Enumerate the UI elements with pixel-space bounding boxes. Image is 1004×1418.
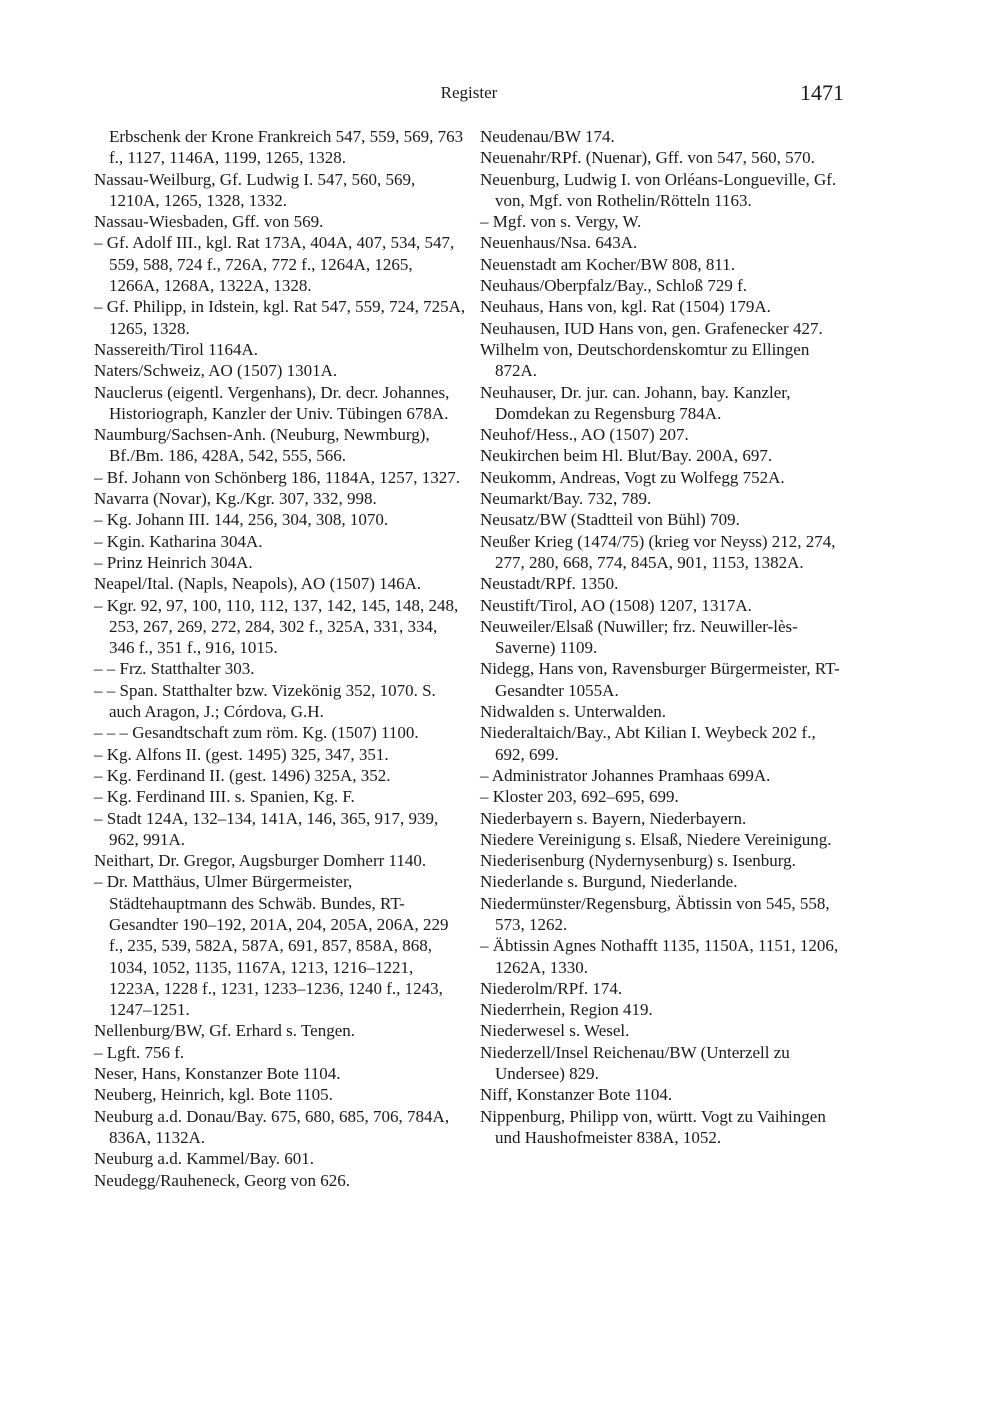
index-entry: Neuweiler/Elsaß (Nuwiller; frz. Neuwiller-lès-Saverne) 1109. (480, 616, 798, 658)
index-entry: – Kloster 203, 692–695, 699. (480, 787, 679, 807)
index-entry: Niederzell/Insel Reichenau/BW (Unterzell zu Undersee) 829. (480, 1042, 790, 1084)
index-entry: Niederolm/RPf. 174. (480, 978, 623, 998)
index-column-right (480, 126, 848, 1148)
index-entry: Neudenau/BW 174. (480, 127, 615, 146)
index-entry: Naumburg/Sachsen-Anh. (Neuburg, Newmburg), Bf./Bm. 186, 428A, 542, 555, 566. (94, 425, 430, 466)
index-entry: Nassau-Wiesbaden, Gff. von 569. (94, 212, 324, 232)
index-entry: Nidwalden s. Unterwalden. (480, 702, 667, 722)
index-column-left (94, 126, 466, 1191)
index-entry: – Kg. Alfons II. (gest. 1495) 325, 347, 351. (94, 744, 389, 764)
index-entry: Navarra (Novar), Kg./Kgr. 307, 332, 998. (94, 489, 377, 509)
index-entry: Niederaltaich/Bay., Abt Kilian I. Weybeck 202 f., 692, 699. (480, 723, 816, 764)
index-entry: – Bf. Johann von Schönberg 186, 1184A, 1257, 1327. (94, 467, 460, 487)
index-entry: Nippenburg, Philipp von, württ. Vogt zu Vaihingen und Haushofmeister 838A, 1052. (480, 1106, 826, 1147)
index-entry: Neuenstadt am Kocher/BW 808, 811. (480, 254, 735, 274)
index-entry: Neudegg/Rauheneck, Georg von 626. (94, 1170, 351, 1190)
index-entry: Neuberg, Heinrich, kgl. Bote 1105. (94, 1085, 333, 1105)
index-entry: Nauclerus (eigentl. Vergenhans), Dr. decr. Johannes, Historiograph, Kanzler der Univ. Tübingen 678A. (94, 382, 450, 423)
index-entry: Nidegg, Hans von, Ravensburger Bürgermeister, RT-Gesandter 1055A. (480, 659, 840, 700)
index-entry: Niederwesel s. Wesel. (480, 1021, 630, 1041)
index-entry: – – Span. Statthalter bzw. Vizekönig 352, 1070. S. auch Aragon, J.; Córdova, G.H. (94, 680, 436, 722)
index-entry: Neuburg a.d. Donau/Bay. 675, 680, 685, 706, 784A, 836A, 1132A. (94, 1106, 450, 1147)
index-entry: Nassereith/Tirol 1164A. (94, 339, 259, 359)
index-entry: Niederisenburg (Nydernysenburg) s. Isenburg. (480, 851, 796, 871)
index-entry: – Stadt 124A, 132–134, 141A, 146, 365, 917, 939, 962, 991A. (94, 808, 439, 849)
index-entry: Erbschenk der Krone Frankreich 547, 559, 569, 763 f., 1127, 1146A, 1199, 1265, 1328. (109, 127, 464, 168)
index-entry: Neuhaus/Oberpfalz/Bay., Schloß 729 f. (480, 276, 748, 296)
index-entry: Neuhof/Hess., AO (1507) 207. (480, 425, 689, 445)
index-entry: – Kgr. 92, 97, 100, 110, 112, 137, 142, 145, 148, 248, 253, 267, 269, 272, 284, 302 f., 325A, 331, 334, 346 f., 351 f., 916, 1015. (94, 595, 459, 658)
index-entry: Neustadt/RPf. 1350. (480, 574, 619, 594)
index-entry: – Administrator Johannes Pramhaas 699A. (480, 765, 771, 785)
index-entry: – Kg. Ferdinand II. (gest. 1496) 325A, 352. (94, 765, 391, 785)
index-entry: Niff, Konstanzer Bote 1104. (480, 1085, 673, 1105)
index-entry: Neusatz/BW (Stadtteil von Bühl) 709. (480, 510, 740, 530)
index-entry: Neuhausen, IUD Hans von, gen. Grafenecker 427. (480, 318, 823, 338)
index-entry: Neser, Hans, Konstanzer Bote 1104. (94, 1064, 341, 1084)
index-entry: Naters/Schweiz, AO (1507) 1301A. (94, 361, 338, 381)
index-entry: Niederbayern s. Bayern, Niederbayern. (480, 808, 747, 828)
index-entry: Wilhelm von, Deutschordenskomtur zu Ellingen 872A. (480, 339, 810, 381)
index-entry: Neapel/Ital. (Napls, Neapols), AO (1507) 146A. (94, 574, 422, 594)
index-entry: Neußer Krieg (1474/75) (krieg vor Neyss) 212, 274, 277, 280, 668, 774, 845A, 901, 1153, 1382A. (480, 531, 836, 572)
index-entry: Neuenburg, Ludwig I. von Orléans-Longueville, Gf. von, Mgf. von Rothelin/Rötteln 1163. (480, 169, 837, 210)
index-entry: Nellenburg/BW, Gf. Erhard s. Tengen. (94, 1021, 356, 1041)
index-entry: – Kg. Johann III. 144, 256, 304, 308, 1070. (94, 510, 389, 530)
index-entry: Neuhauser, Dr. jur. can. Johann, bay. Kanzler, Domdekan zu Regensburg 784A. (480, 382, 791, 423)
index-entry: Neustift/Tirol, AO (1508) 1207, 1317A. (480, 595, 752, 615)
index-entry: Niederlande s. Burgund, Niederlande. (480, 872, 738, 892)
index-entry: – – – Gesandtschaft zum röm. Kg. (1507) 1100. (94, 723, 419, 743)
index-entry: – Prinz Heinrich 304A. (94, 552, 253, 572)
index-entry: Neuenhaus/Nsa. 643A. (480, 233, 638, 253)
index-entry: Niederrhein, Region 419. (480, 1000, 653, 1020)
index-entry: Neumarkt/Bay. 732, 789. (480, 489, 652, 509)
index-entry: Niedere Vereinigung s. Elsaß, Niedere Vereinigung. (480, 829, 832, 849)
index-entry: Niedermünster/Regensburg, Äbtissin von 545, 558, 573, 1262. (480, 893, 830, 934)
index-entry: – Mgf. von s. Vergy, W. (480, 212, 642, 232)
index-entry: Nassau-Weilburg, Gf. Ludwig I. 547, 560, 569, 1210A, 1265, 1328, 1332. (94, 169, 416, 210)
index-entry: Neukomm, Andreas, Vogt zu Wolfegg 752A. (480, 467, 785, 487)
index-entry: – Gf. Philipp, in Idstein, kgl. Rat 547, 559, 724, 725A, 1265, 1328. (94, 297, 466, 338)
index-entry: Neukirchen beim Hl. Blut/Bay. 200A, 697. (480, 446, 773, 466)
page-number: 1471 (800, 80, 844, 105)
index-entry: – – Frz. Statthalter 303. (94, 659, 255, 679)
index-entry: Neuenahr/RPf. (Nuenar), Gff. von 547, 560, 570. (480, 148, 815, 168)
index-entry: Neuhaus, Hans von, kgl. Rat (1504) 179A. (480, 297, 771, 317)
index-entry: – Lgft. 756 f. (94, 1042, 185, 1062)
index-entry: – Gf. Adolf III., kgl. Rat 173A, 404A, 407, 534, 547, 559, 588, 724 f., 726A, 772 f., 1264A, 1265, 1266A, 1268A, 1322A, 1328. (94, 233, 455, 296)
header-title: Register (440, 83, 498, 102)
index-entry: Neuburg a.d. Kammel/Bay. 601. (94, 1149, 315, 1169)
index-entry: – Äbtissin Agnes Nothafft 1135, 1150A, 1151, 1206, 1262A, 1330. (480, 936, 839, 977)
index-entry: – Kgin. Katharina 304A. (94, 531, 263, 551)
index-entry: Neithart, Dr. Gregor, Augsburger Domherr 1140. (94, 851, 427, 871)
index-entry: – Kg. Ferdinand III. s. Spanien, Kg. F. (94, 787, 355, 807)
index-entry: – Dr. Matthäus, Ulmer Bürgermeister, Städtehauptmann des Schwäb. Bundes, RT-Gesandter 190–192, 201A, 204, 205A, 206A, 229 f., 235, 539, 582A, 587A, 691, 857, 858A, 868, 1034, 1052, 1135, 1167A, 1213, 1216–1221, 1223A, 1228 f., 1231, 1233–1236, 1240 f., 1243, 1247–1251. (94, 872, 449, 1020)
